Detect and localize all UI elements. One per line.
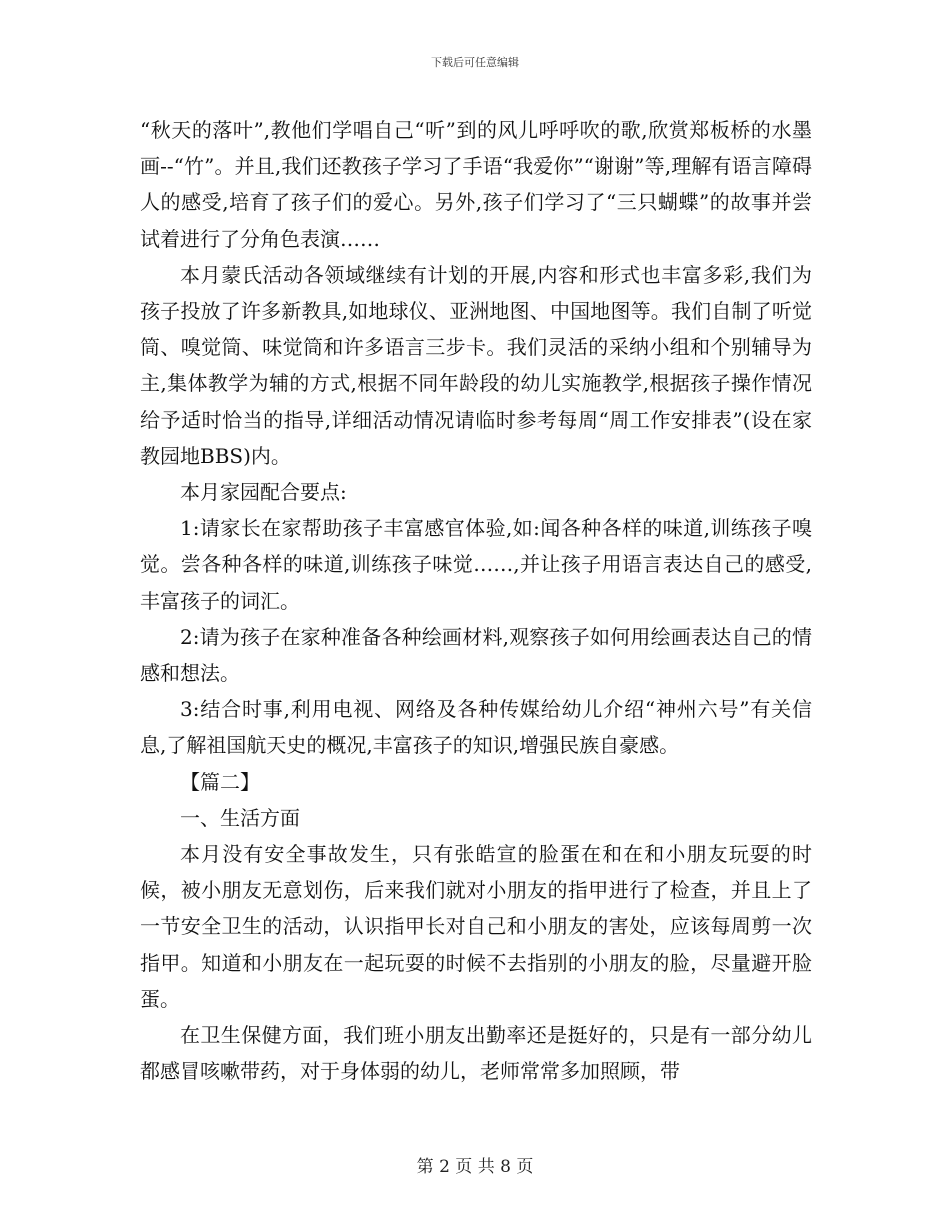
paragraph: 本月蒙氏活动各领域继续有计划的开展,内容和形式也丰富多彩,我们为孩子投放了许多新教具,如地球仪、亚洲地图、中国地图等。我们自制了听觉筒、嗅觉筒、味觉筒和许多语言三步卡。我们灵活的采纳小组和个别辅导为主,集体教学为辅的方式,根据不同年龄段的幼儿实施教学,根据孩子操作情况给予适时恰当的指导,详细活动情况请临时参考每周“周工作安排表”(设在家教园地BBS)内。	[140, 262, 812, 468]
paragraph: 本月家园配合要点:	[180, 480, 347, 505]
document-body	[140, 112, 812, 1089]
paragraph: “秋天的落叶”,教他们学唱自己“听”到的风儿呼呼吹的歌,欣赏郑板桥的水墨画--“竹”。并且,我们还教孩子学习了手语“我爱你”“谢谢”等,理解有语言障碍人的感受,培育了孩子们的爱心。另外,孩子们学习了“三只蝴蝶”的故事并尝试着进行了分角色表演……	[140, 118, 812, 251]
paragraph: 3:结合时事,利用电视、网络及各种传媒给幼儿介绍“神州六号”有关信息,了解祖国航天史的概况,丰富孩子的知识,增强民族自豪感。	[140, 697, 812, 758]
section-heading: 【篇二】	[180, 769, 260, 794]
page-number: 第 2 页 共 8 页	[416, 1157, 534, 1177]
subsection-heading: 一、生活方面	[180, 805, 300, 830]
paragraph: 本月没有安全事故发生，只有张皓宣的脸蛋在和在和小朋友玩耍的时候，被小朋友无意划伤，后来我们就对小朋友的指甲进行了检查，并且上了一节安全卫生的活动，认识指甲长对自己和小朋友的害处，应该每周剪一次指甲。知道和小朋友在一起玩耍的时候不去指别的小朋友的脸，尽量避开脸蛋。	[140, 842, 812, 1011]
paragraph: 在卫生保健方面，我们班小朋友出勤率还是挺好的，只是有一部分幼儿都感冒咳嗽带药，对于身体弱的幼儿，老师常常多加照顾，带	[140, 1023, 812, 1084]
paragraph: 1:请家长在家帮助孩子丰富感官体验,如:闻各种各样的味道,训练孩子嗅觉。尝各种各样的味道,训练孩子味觉……,并让孩子用语言表达自己的感受,丰富孩子的词汇。	[140, 516, 812, 613]
paragraph: 2:请为孩子在家种准备各种绘画材料,观察孩子如何用绘画表达自己的情感和想法。	[140, 624, 812, 686]
page-header: 下载后可任意编辑	[431, 56, 519, 69]
